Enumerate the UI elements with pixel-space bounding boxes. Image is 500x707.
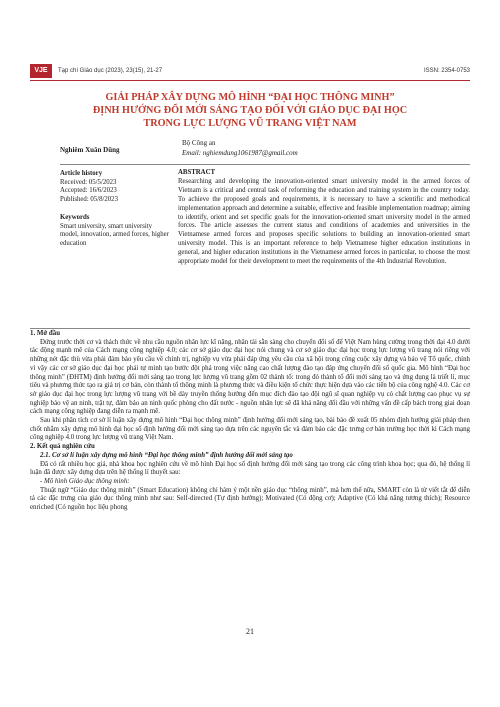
author-affiliation [182, 139, 298, 158]
accepted-date: Accepted: 16/6/2023 [60, 187, 117, 195]
paragraph: Sau khi phân tích cơ sở lí luận xây dựng mô hình “Đại học thông minh” định hướng đổi mới sáng tạo, bài báo đề xuất 05 nhóm định hướng giải pháp then chốt nhằm xây dựng mô hình đại học số định hướng đổi mới sáng tạo dựa trên các nguyên tắc và đảm bảo các đặc trưng cơ bản trường học thời kì Cách mạng công nghiệp 4.0 trong lực lượng vũ trang Việt Nam. [30, 417, 470, 442]
article-info [60, 170, 172, 249]
article-body [30, 330, 470, 513]
abstract-heading: ABSTRACT [178, 169, 216, 176]
paragraph: Đã có rất nhiều học giả, nhà khoa học nghiên cứu về mô hình Đại học số định hướng đổi mới sáng tạo trong các công trình khoa học; qua đó, hệ thống lí luận đã được xây dựng dựa trên hệ thống lí thuyết sau: [30, 460, 470, 477]
page-number: 21 [246, 627, 254, 636]
keywords-heading: Keywords [60, 213, 90, 221]
header-divider [30, 80, 470, 81]
keywords-text: Smart university, smart university model, innovation, armed forces, higher education [60, 222, 169, 247]
journal-citation: Tạp chí Giáo dục (2023), 23(15), 21-27 [58, 68, 163, 74]
affiliation-org: Bộ Công an [182, 139, 216, 147]
abstract-divider [30, 328, 470, 329]
title-line: TRONG LỰC LƯỢNG VŨ TRANG VIỆT NAM [143, 118, 357, 129]
article-history-heading: Article history [60, 170, 103, 177]
received-date: Received: 05/5/2023 [60, 178, 117, 186]
section-heading: 1. Mở đầu [30, 330, 61, 337]
journal-header-bar [30, 64, 470, 78]
title-line: ĐỊNH HƯỚNG ĐỔI MỚI SÁNG TẠO ĐỐI VỚI GIÁO DỤC ĐẠI HỌC [92, 105, 408, 116]
list-item: - Mô hình Giáo dục thông minh: [40, 477, 130, 485]
subsection-heading: 2.1. Cơ sở lí luận xây dựng mô hình “Đại học thông minh” định hướng đổi mới sáng tạo [40, 451, 293, 459]
vje-logo: VJE [30, 64, 52, 78]
published-date: Published: 05/8/2023 [60, 196, 118, 204]
paragraph: Thuật ngữ “Giáo dục thông minh” (Smart Education) không chỉ hàm ý một nền giáo dục “thông minh”, mà hơn thế nữa, SMART còn là từ viết tắt để diễn tả các đặc trưng của giáo dục thông minh như sau: Self-directed (Tự định hướng); Motivated (Có động cơ); Adaptive (Có khả năng tương thích); Resource enriched (Có nguồn học liệu phong [30, 486, 470, 512]
author-email: Email: nghiemdung1061987@gmail.com [182, 148, 298, 157]
paper-title [40, 91, 460, 130]
title-line: GIẢI PHÁP XÂY DỰNG MÔ HÌNH “ĐẠI HỌC THÔNG MINH” [105, 92, 395, 103]
issn: ISSN: 2354-0753 [423, 68, 470, 74]
author-name: Nghiêm Xuân Dũng [60, 146, 120, 154]
paragraph: Đứng trước thời cơ và thách thức về nhu cầu nguồn nhân lực kĩ năng, nhân tài sẵn sàng cho chuyển đổi số để Việt Nam hùng cường trong thời đại 4.0 dưới tác động mạnh mẽ của Cách mạng công nghiệp 4.0; các cơ sở giáo dục đại học nói chung và cơ sở giáo dục đại học trong lực lượng vũ trang nói riêng với những nét đặc thù vừa phải đảm bảo yêu cầu về chính trị, nghiệp vụ vừa phải đáp ứng yêu cầu của xã hội trong công cuộc xây dựng và bảo vệ Tổ quốc, chính vì vậy các cơ sở giáo dục đại học phải tự mình tạo bước đột phá trong việc nâng cao chất lượng đào tạo đáp ứng chuyển đổi số quốc gia. Mô hình “Đại học thông minh” (ĐHTM) định hướng đổi mới sáng tạo trong lực lượng vũ trang gồm 02 thành tố: trong đó thành tố đổi mới sáng tạo và ứng dụng là triết lí, mục tiêu và phương thức tạo ra giá trị cơ bản, còn thành tố thông minh là phương thức và điều kiện tổ chức thực hiện dựa vào các tiến bộ của công nghệ 4.0. Các cơ sở giáo dục đại học trong lực lượng vũ trang với bề dày truyền thống hướng đến mục đích đào tạo đội ngũ sĩ quan nghiệp vụ có chất lượng cao phục vụ sự nghiệp bảo vệ an ninh, trật tự, đảm bảo an ninh quốc phòng cho đất nước - nguồn nhân lực sẽ đã khá năng đối đầu với những vấn đề cấp bách trong giai đoạn cách mạng công nghiệp đang diễn ra mạnh mẽ. [30, 338, 470, 416]
abstract-text: Researching and developing the innovation-oriented smart university model in the armed forces of Vietnam is a critical and central task of reforming the education and training system in the country today. To achieve the proposed goals and requirements, it is necessary to have a scientific and methodical implementation approach and determine a suitable, effective and feasible implementation roadmap; aiming to identify, orient and set specific goals for the innovation-oriented smart university model in the armed forces. The article assesses the current status and conditions of academies and universities in the Vietnamese armed forces and proposes specific solutions to building an innovation-oriented smart university model. This is an important reference to help Vietnamese higher education institutions in general, and higher education institutions in the Vietnamese armed forces in particular, to choose the most appropriate model for their development to meet the requirements of the 4th Industrial Revolution. [178, 177, 470, 266]
section-divider [60, 164, 470, 165]
section-heading: 2. Kết quả nghiên cứu [30, 443, 95, 451]
abstract [178, 169, 470, 267]
